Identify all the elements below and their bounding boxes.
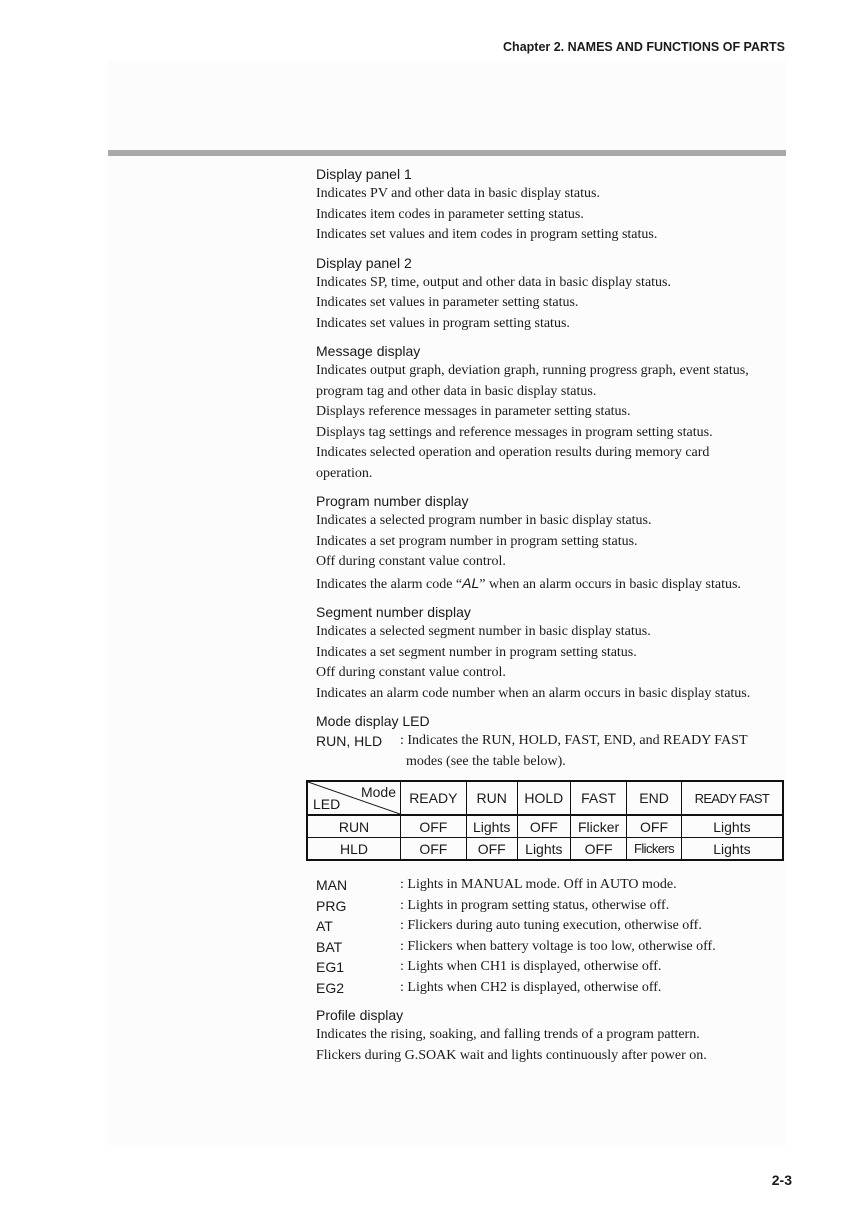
definition-term: PRG [316, 897, 347, 914]
page-number: 2-3 [771, 1172, 792, 1188]
column-header: HOLD [517, 781, 570, 815]
table-cell: Flickers [627, 838, 682, 861]
section-profile-display [316, 1005, 786, 1066]
table-cell: Lights [681, 838, 783, 861]
definition-term: AT [316, 918, 333, 934]
text-line: Indicates SP, time, output and other data in basic display status. [316, 274, 671, 290]
definition-row [316, 937, 786, 958]
led-definition-list [316, 875, 786, 998]
definition-row [316, 957, 786, 978]
section-title: Segment number display [316, 604, 471, 620]
definition-term: EG1 [316, 959, 345, 975]
table-row [307, 815, 783, 838]
table-corner-cell [307, 781, 401, 815]
text-line: Indicates set values in program setting status. [316, 315, 570, 331]
text-line: Indicates a set segment number in program setting status. [316, 644, 637, 660]
section-segment-number-display [316, 602, 786, 704]
table-cell: OFF [627, 815, 682, 838]
column-header: FAST [570, 781, 626, 815]
section-message-display [316, 341, 786, 484]
definition-row [316, 916, 786, 937]
table-cell: OFF [466, 838, 517, 861]
section-title: Display panel 1 [316, 166, 412, 182]
definition-desc: : Indicates the RUN, HOLD, FAST, END, and READY FAST [400, 733, 748, 748]
definition-term: BAT [316, 938, 343, 955]
text-line: operation. [316, 465, 373, 481]
definition-row [316, 896, 786, 917]
text-line: Indicates PV and other data in basic display status. [316, 186, 600, 201]
text-line: Off during constant value control. [316, 554, 506, 569]
section-program-number-display [316, 491, 786, 595]
definition-row [316, 978, 786, 999]
text-line: Indicates a set program number in program setting status. [316, 533, 638, 549]
header-rule [108, 150, 786, 156]
text-line: Displays tag settings and reference messages in program setting status. [316, 424, 713, 440]
section-title: Program number display [316, 493, 469, 509]
table-cell: OFF [517, 815, 570, 838]
alarm-code: AL [462, 574, 480, 591]
table-cell: Lights [466, 815, 517, 838]
table-cell: OFF [570, 838, 626, 861]
alarm-pre: Indicates the alarm code “ [316, 576, 463, 592]
table-cell: OFF [401, 838, 467, 861]
text-line: Indicates output graph, deviation graph, running progress graph, event status, [316, 363, 749, 378]
alarm-line [316, 573, 786, 596]
text-line: Indicates selected operation and operation results during memory card [316, 445, 710, 460]
definition-desc: : Lights in program setting status, otherwise off. [400, 897, 670, 913]
content [313, 164, 786, 1073]
definition-desc: : Flickers during auto tuning execution, otherwise off. [400, 918, 702, 933]
text-line: Off during constant value control. [316, 665, 506, 680]
alarm-post: ” when an alarm occurs in basic display status. [479, 576, 741, 592]
text-line: Indicates an alarm code number when an alarm occurs in basic display status. [316, 685, 751, 701]
column-header: RUN [466, 781, 517, 815]
corner-mode-label: Mode [360, 784, 396, 800]
table-cell: Lights [517, 838, 570, 861]
definition-desc: : Flickers when battery voltage is too low, otherwise off. [400, 938, 716, 954]
text-line: Indicates a selected program number in basic display status. [316, 513, 652, 528]
chapter-header: Chapter 2. NAMES AND FUNCTIONS OF PARTS [503, 40, 785, 54]
row-header: HLD [307, 838, 401, 861]
table-cell: OFF [401, 815, 467, 838]
definition-row [316, 875, 786, 896]
definition-desc-cont: modes (see the table below). [406, 753, 566, 769]
mode-table [306, 780, 784, 861]
table-cell: Flicker [570, 815, 626, 838]
text-line: Indicates a selected segment number in basic display status. [316, 624, 651, 639]
definition-desc: : Lights when CH2 is displayed, otherwise off. [400, 979, 662, 995]
text-line: Flickers during G.SOAK wait and lights continuously after power on. [316, 1047, 707, 1063]
text-line: Indicates set values in parameter setting status. [316, 295, 579, 310]
column-header: READY FAST [681, 781, 783, 815]
section-title: Mode display LED [316, 713, 430, 729]
text-line: Indicates item codes in parameter setting status. [316, 206, 584, 222]
definition-term: RUN, HLD [316, 733, 383, 749]
column-header: END [627, 781, 682, 815]
definition-row [316, 731, 786, 752]
section-title: Display panel 2 [316, 254, 412, 271]
section-title: Profile display [316, 1007, 404, 1023]
definition-desc: : Lights in MANUAL mode. Off in AUTO mode. [400, 877, 677, 892]
table-cell: Lights [681, 815, 783, 838]
text-line: Indicates set values and item codes in program setting status. [316, 227, 658, 242]
text-line: Displays reference messages in parameter setting status. [316, 404, 631, 419]
table-header-row [307, 781, 783, 815]
definition-desc: : Lights when CH1 is displayed, otherwise off. [400, 959, 662, 974]
section-display-panel-2 [316, 253, 786, 335]
text-line: Indicates the rising, soaking, and falling trends of a program pattern. [316, 1027, 700, 1042]
column-header: READY [401, 781, 467, 815]
corner-led-label: LED [313, 796, 341, 812]
section-mode-display-led [313, 711, 786, 998]
text-line: program tag and other data in basic display status. [316, 383, 597, 399]
row-header: RUN [307, 815, 401, 838]
section-title: Message display [316, 343, 421, 359]
table-row [307, 838, 783, 861]
definition-term: MAN [316, 877, 348, 893]
definition-term: EG2 [316, 979, 345, 996]
section-display-panel-1 [316, 164, 786, 246]
